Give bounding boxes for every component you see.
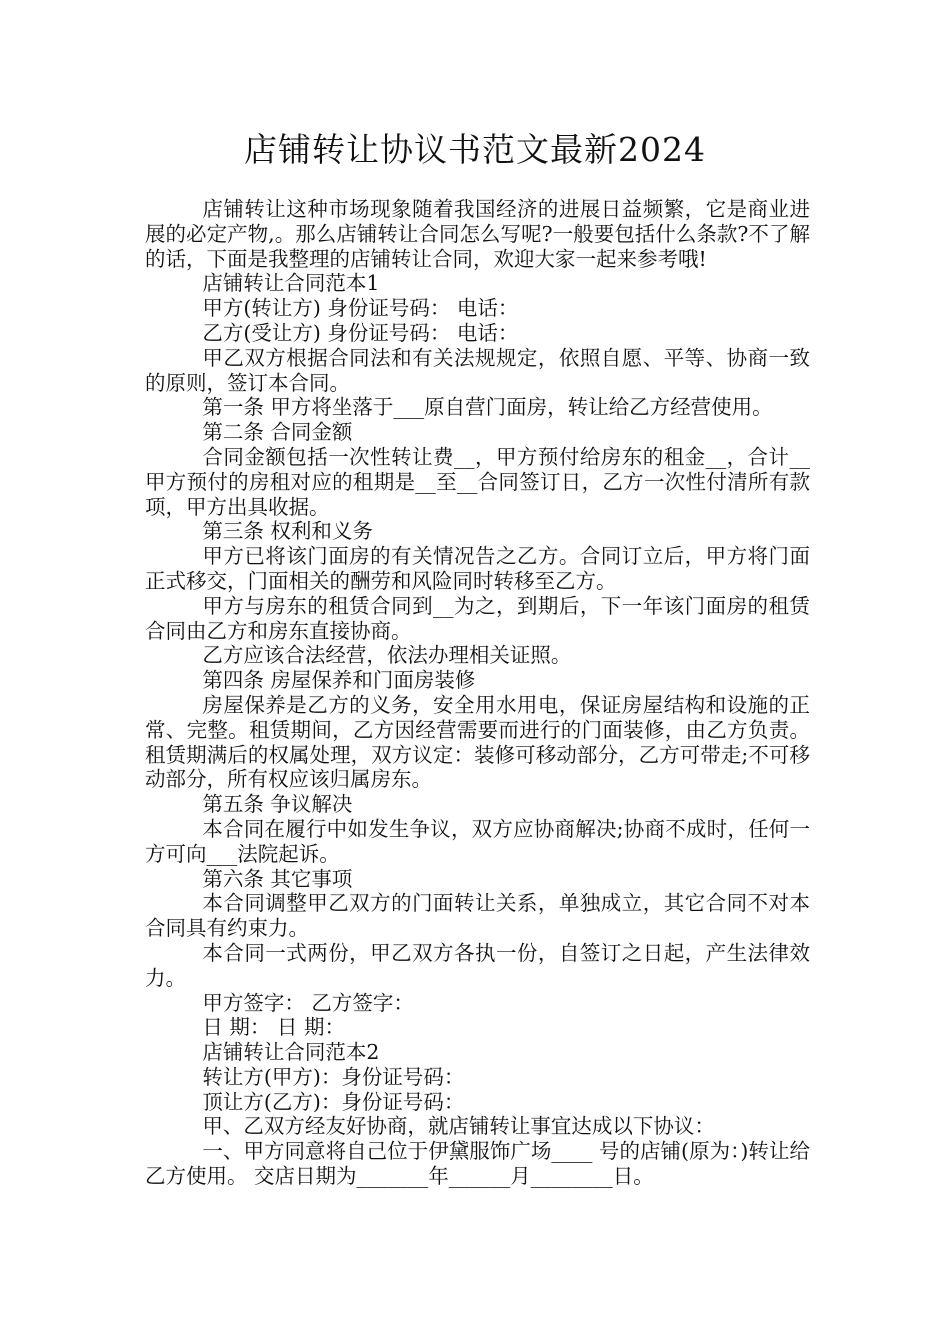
paragraph: 甲乙双方根据合同法和有关法规规定，依照自愿、平等、协商一致的原则，签订本合同。 (145, 345, 810, 395)
paragraph: 本合同在履行中如发生争议，双方应协商解决;协商不成时，任何一方可向___法院起诉。 (145, 816, 810, 866)
paragraph: 乙方应该合法经营，依法办理相关证照。 (202, 643, 572, 668)
paragraph: 乙方(受让方) 身份证号码： 电话： (202, 320, 519, 345)
paragraph: 甲、乙双方经友好协商，就店铺转让事宜达成以下协议： (202, 1114, 715, 1139)
document-title: 店铺转让协议书范文最新2024 (244, 130, 706, 169)
article-heading: 第二条 合同金额 (202, 420, 353, 445)
paragraph: 一、甲方同意将自己位于伊黛服饰广场____ 号的店铺(原为：)转让给乙方使用。 交店日期为_______年______月________日。 (145, 1139, 810, 1189)
signature-line: 甲方签字： 乙方签字： (202, 990, 414, 1015)
section-heading: 店铺转让合同范本2 (202, 1040, 380, 1065)
paragraph: 顶让方(乙方)：身份证号码： (202, 1089, 465, 1114)
paragraph: 店铺转让这种市场现象随着我国经济的进展日益频繁，它是商业进展的必定产物,。那么店铺转让合同怎么写呢?一般要包括什么条款?不了解的话，下面是我整理的店铺转让合同，欢迎大家一起来参考哦! (145, 197, 810, 271)
date-line: 日 期： 日 期： (202, 1015, 345, 1040)
paragraph: 房屋保养是乙方的义务，安全用水用电，保证房屋结构和设施的正常、完整。租赁期间，乙方因经营需要而进行的门面装修，由乙方负责。租赁期满后的权属处理，双方议定：装修可移动部分，乙方可带走;不可移动部分，所有权应该归属房东。 (145, 692, 810, 792)
article-heading: 第六条 其它事项 (202, 866, 353, 891)
section-heading: 店铺转让合同范本1 (202, 271, 380, 296)
article-heading: 第五条 争议解决 (202, 792, 353, 817)
paragraph: 合同金额包括一次性转让费__，甲方预付给房东的租金__，合计__甲方预付的房租对应的租期是__至__合同签订日，乙方一次性付清所有款项，甲方出具收据。 (145, 444, 810, 519)
document-body (145, 197, 810, 1189)
paragraph: 第一条 甲方将坐落于___原自营门面房，转让给乙方经营使用。 (202, 395, 773, 420)
article-heading: 第三条 权利和义务 (202, 519, 373, 544)
paragraph: 甲方已将该门面房的有关情况告之乙方。合同订立后，甲方将门面正式移交，门面相关的酬劳和风险同时转移至乙方。 (145, 544, 810, 593)
paragraph: 本合同调整甲乙双方的门面转让关系，单独成立，其它合同不对本合同具有约束力。 (145, 891, 810, 941)
paragraph: 甲方(转让方) 身份证号码： 电话： (202, 296, 519, 321)
paragraph: 转让方(甲方)：身份证号码： (202, 1064, 465, 1089)
paragraph: 甲方与房东的租赁合同到__为之，到期后，下一年该门面房的租赁合同由乙方和房东直接协商。 (145, 593, 810, 643)
paragraph: 本合同一式两份，甲乙双方各执一份，自签订之日起，产生法律效力。 (145, 940, 810, 990)
article-heading: 第四条 房屋保养和门面房装修 (202, 668, 476, 693)
